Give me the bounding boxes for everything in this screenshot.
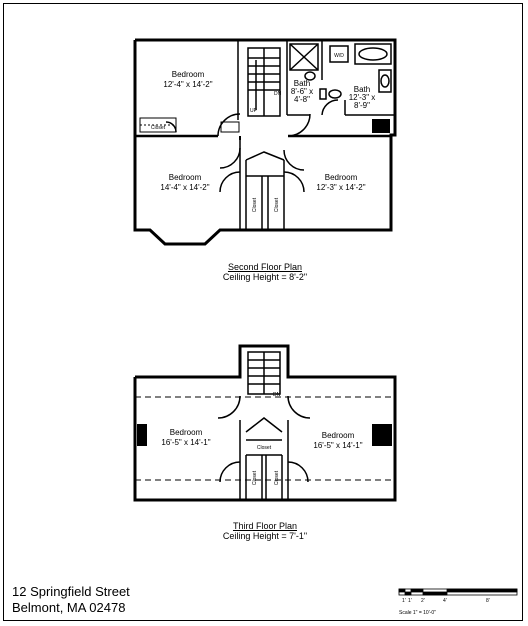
address-line2: Belmont, MA 02478	[12, 600, 126, 615]
room-dims: 14'-4" x 14'-2"	[160, 183, 210, 192]
closet-label: Closet	[274, 470, 280, 486]
chimney-block	[372, 119, 390, 133]
second-floor-caption	[190, 262, 340, 282]
room-name: Bath	[293, 79, 311, 88]
third-floor-walls	[135, 346, 395, 500]
room-name: Bath	[353, 85, 371, 94]
stair-dn: DN	[274, 91, 282, 97]
room-name: Bedroom	[171, 70, 205, 79]
third-floor-caption	[190, 521, 340, 541]
scale-tick: 1'	[408, 598, 412, 604]
plan-title: Third Floor Plan	[232, 521, 298, 531]
room-dims: 12'-3" x	[348, 93, 376, 102]
closet-label: Closet	[150, 125, 166, 131]
landing	[221, 122, 239, 132]
stair-dn: DN	[273, 392, 281, 398]
closet-label: Closet	[252, 470, 258, 486]
wd-label: W/D	[334, 53, 344, 59]
scale-tick: 8'	[486, 598, 490, 604]
closet-label: Closet	[274, 197, 280, 213]
stair-up: UP	[250, 108, 257, 114]
room-name: Bedroom	[169, 428, 203, 437]
room-name: Bedroom	[324, 173, 358, 182]
room-dims: 8'-6" x	[290, 87, 314, 96]
room-dims: 12'-4" x 14'-2"	[163, 80, 213, 89]
closet-label: Closet	[256, 445, 272, 451]
room-dims: 8'-9"	[354, 101, 370, 110]
chimney-right	[372, 424, 392, 446]
room-dims: 4'-8"	[294, 95, 310, 104]
scale-tick: 2'	[421, 598, 425, 604]
room-name: Bedroom	[168, 173, 202, 182]
room-name: Bedroom	[321, 431, 355, 440]
scale-tick: 1'	[402, 598, 406, 604]
room-dims: 16'-5" x 14'-1"	[313, 441, 363, 450]
closet-label: Closet	[252, 197, 258, 213]
ceiling-height: Ceiling Height = 8'-2"	[222, 272, 308, 282]
scale-label: Scale 1" = 10'-0"	[399, 610, 436, 616]
third-floor-inner	[135, 352, 395, 500]
scale-bar	[399, 589, 517, 595]
chimney-left	[137, 424, 147, 446]
room-dims: 12'-3" x 14'-2"	[316, 183, 366, 192]
room-dims: 16'-5" x 14'-1"	[161, 438, 211, 447]
ceiling-height: Ceiling Height = 7'-1"	[222, 531, 308, 541]
second-floor-inner	[135, 40, 395, 230]
address-line1: 12 Springfield Street	[12, 584, 130, 599]
scale-tick: 4'	[443, 598, 447, 604]
plan-title: Second Floor Plan	[227, 262, 303, 272]
